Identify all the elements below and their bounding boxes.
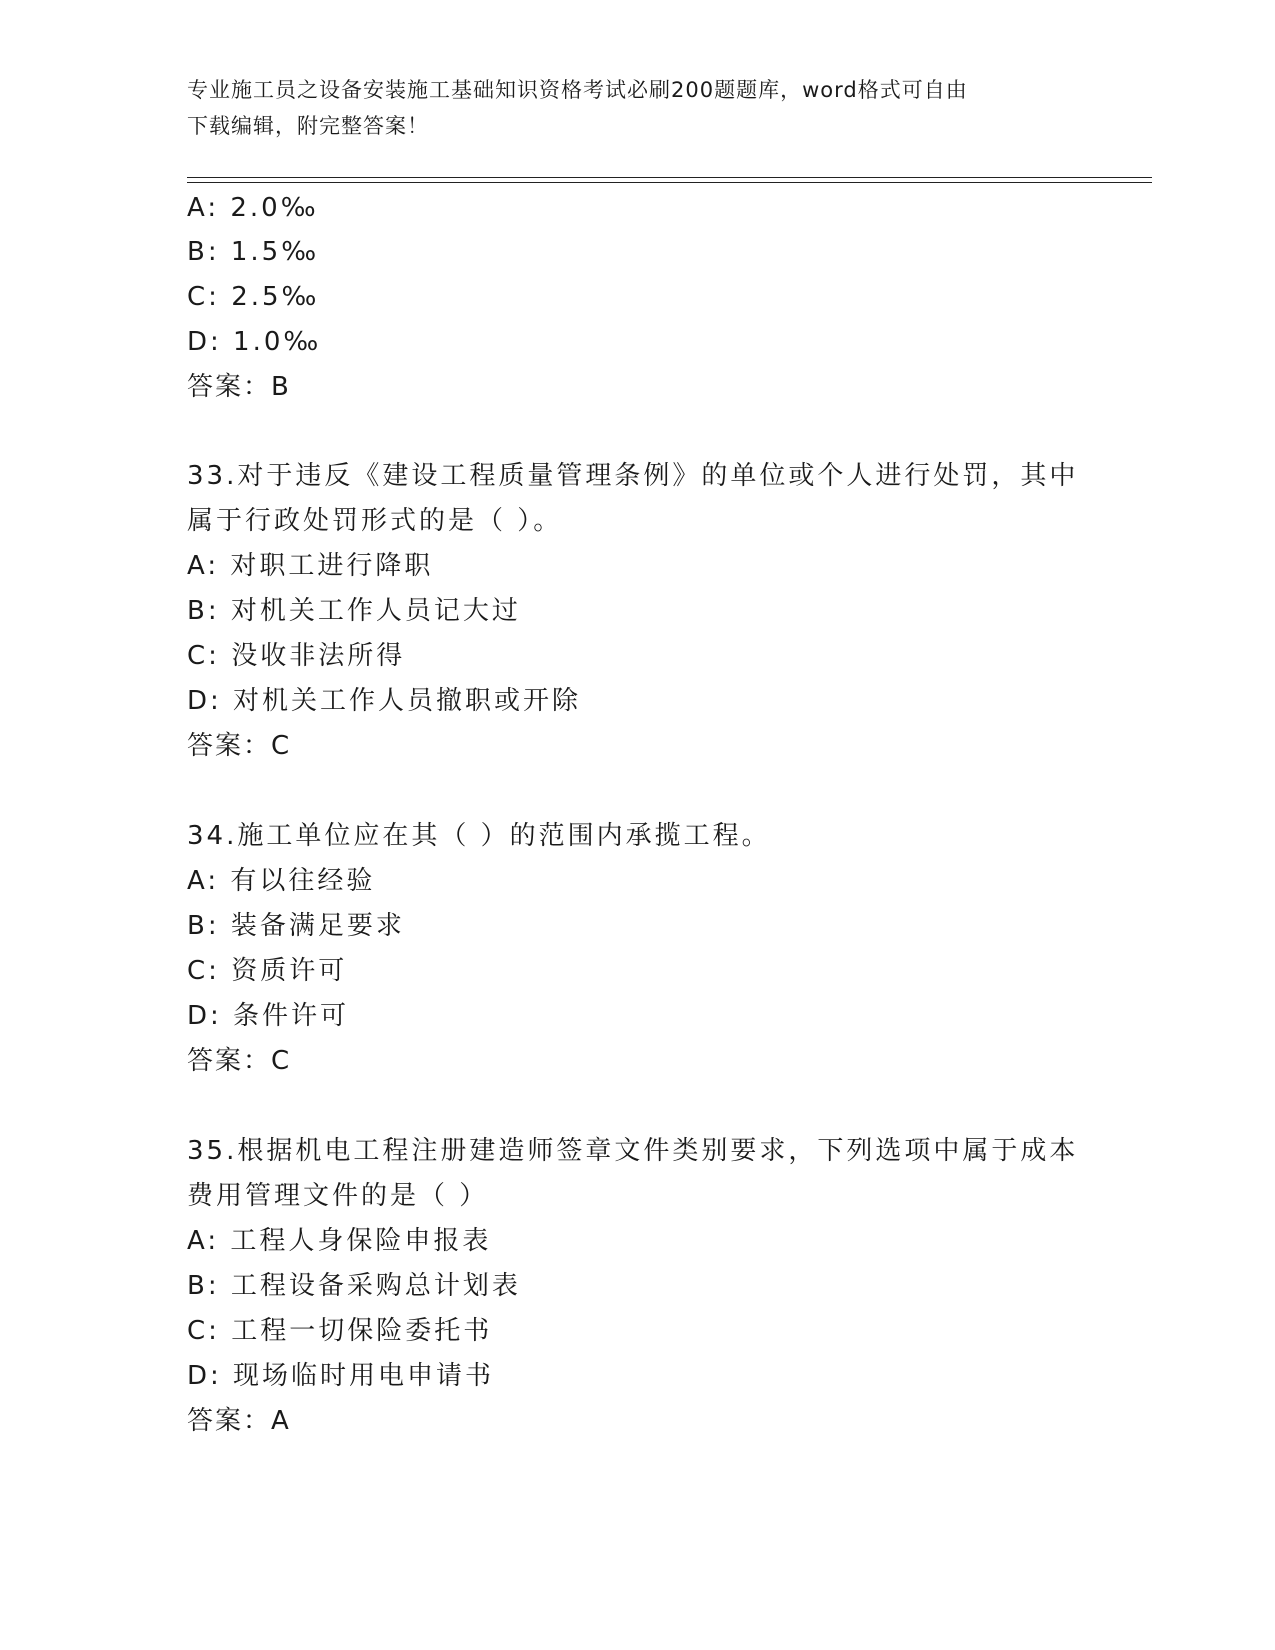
- option-label: D:: [187, 1001, 222, 1031]
- answer-line: 答案：A: [187, 1406, 291, 1436]
- option-label: C:: [187, 1316, 220, 1346]
- option-a: [187, 1225, 491, 1257]
- option-c: [187, 1315, 492, 1347]
- option-d: [187, 1360, 494, 1392]
- option-text: 工程人身保险申报表: [230, 1226, 492, 1256]
- option-text: 资质许可: [231, 956, 348, 986]
- option-label: D:: [187, 686, 222, 716]
- option-label: A:: [187, 866, 220, 896]
- option-c: [187, 640, 405, 672]
- option-b: [187, 595, 521, 627]
- option-label: D:: [187, 1361, 222, 1391]
- option-text: 对机关工作人员记大过: [230, 596, 521, 626]
- option-label: A:: [187, 551, 220, 581]
- option-text: 2.0‰: [230, 193, 319, 223]
- question-stem: 34.施工单位应在其（ ）的范围内承揽工程。: [187, 821, 771, 851]
- header-divider-bottom: [187, 182, 1152, 183]
- option-c: [187, 955, 347, 987]
- option-b: [187, 236, 319, 268]
- option-text: 工程一切保险委托书: [231, 1316, 493, 1346]
- answer-line: 答案：C: [187, 1046, 292, 1076]
- option-label: D:: [187, 327, 222, 357]
- answer-line: 答案：C: [187, 731, 292, 761]
- option-c: [187, 281, 319, 313]
- option-d: [187, 685, 581, 717]
- option-label: C:: [187, 282, 220, 312]
- option-text: 有以往经验: [230, 866, 376, 896]
- option-text: 现场临时用电申请书: [233, 1361, 495, 1391]
- option-label: C:: [187, 641, 220, 671]
- question-stem: 费用管理文件的是（ ）: [187, 1181, 489, 1211]
- option-label: B:: [187, 237, 220, 267]
- option-a: [187, 192, 319, 224]
- document-header: [187, 72, 1067, 144]
- option-text: 条件许可: [233, 1001, 350, 1031]
- option-d: [187, 1000, 349, 1032]
- option-b: [187, 1270, 521, 1302]
- header-line-2: 下载编辑，附完整答案！: [187, 114, 429, 138]
- option-text: 1.5‰: [230, 237, 320, 267]
- header-divider-top: [187, 177, 1152, 178]
- option-text: 1.0‰: [233, 327, 322, 357]
- option-label: C:: [187, 956, 220, 986]
- option-label: B:: [187, 911, 220, 941]
- option-text: 工程设备采购总计划表: [230, 1271, 521, 1301]
- option-a: [187, 550, 433, 582]
- option-text: 装备满足要求: [230, 911, 405, 941]
- question-stem: 属于行政处罚形式的是（ ）。: [187, 506, 563, 536]
- option-text: 对机关工作人员撤职或开除: [233, 686, 582, 716]
- question-stem: 33.对于违反《建设工程质量管理条例》的单位或个人进行处罚，其中: [187, 461, 1079, 491]
- option-b: [187, 910, 405, 942]
- option-text: 对职工进行降职: [230, 551, 434, 581]
- option-label: B:: [187, 1271, 220, 1301]
- option-a: [187, 865, 375, 897]
- question-stem: 35.根据机电工程注册建造师签章文件类别要求，下列选项中属于成本: [187, 1136, 1079, 1166]
- option-text: 没收非法所得: [231, 641, 406, 671]
- option-label: B:: [187, 596, 220, 626]
- answer-line: 答案：B: [187, 372, 291, 402]
- option-text: 2.5‰: [231, 282, 320, 312]
- option-label: A:: [187, 1226, 220, 1256]
- option-label: A:: [187, 193, 220, 223]
- header-line-1: 专业施工员之设备安装施工基础知识资格考试必刷200题题库，word格式可自由: [187, 78, 968, 102]
- option-d: [187, 326, 321, 358]
